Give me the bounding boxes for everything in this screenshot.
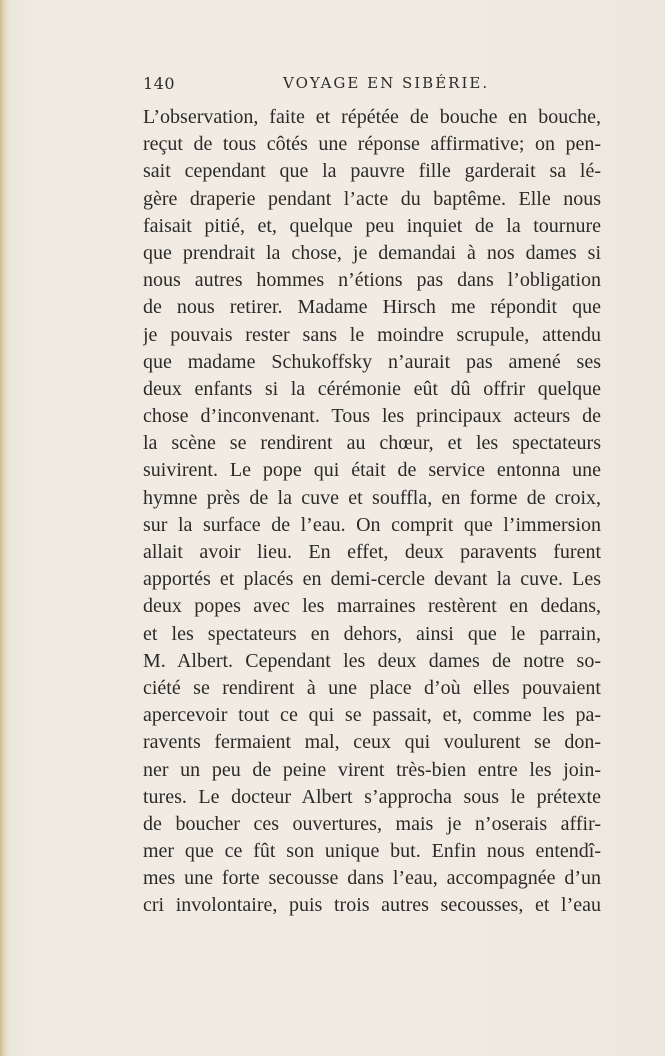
text-line: que madame Schukoffsky n’aurait pas amené ses — [143, 350, 601, 373]
page-header — [143, 74, 601, 98]
text-line: mes une forte secousse dans l’eau, accompagnée d’un — [143, 867, 601, 890]
text-line: apportés et placés en demi-cercle devant la cuve. Les — [143, 568, 601, 591]
text-line: de boucher ces ouvertures, mais je n’oserais affir- — [143, 812, 601, 835]
text-line: deux popes avec les marraines restèrent en dedans, — [143, 595, 601, 618]
text-line: que prendrait la chose, je demandai à nos dames si — [143, 241, 601, 264]
running-title: VOYAGE EN SIBÉRIE. — [283, 74, 490, 92]
text-line: M. Albert. Cependant les deux dames de notre so- — [143, 649, 601, 672]
text-line: allait avoir lieu. En effet, deux paravents furent — [143, 541, 601, 563]
body-text — [143, 104, 601, 920]
text-line: tures. Le docteur Albert s’approcha sous le prétexte — [143, 785, 601, 808]
text-line: suivirent. Le pope qui était de service entonna une — [143, 459, 601, 482]
text-line: gère draperie pendant l’acte du baptême. Elle nous — [143, 187, 601, 210]
text-line: ravents fermaient mal, ceux qui voulurent se don- — [143, 731, 601, 754]
text-line: chose d’inconvenant. Tous les principaux acteurs de — [143, 405, 601, 428]
text-line: L’observation, faite et répétée de bouche en bouche, — [143, 106, 601, 128]
text-line: faisait pitié, et, quelque peu inquiet de la tournure — [143, 214, 601, 237]
text-line: ner un peu de peine virent très-bien entre les join- — [143, 758, 601, 781]
text-line: apercevoir tout ce qui se passait, et, comme les pa- — [143, 704, 601, 727]
text-line: hymne près de la cuve et souffla, en forme de croix, — [143, 486, 601, 509]
text-line: reçut de tous côtés une réponse affirmative; on pen- — [143, 133, 601, 156]
text-line: deux enfants si la cérémonie eût dû offrir quelque — [143, 377, 601, 400]
text-line: ciété se rendirent à une place d’où elles pouvaient — [143, 676, 601, 699]
text-line: sait cependant que la pauvre fille garderait sa lé- — [143, 160, 601, 183]
text-line: cri involontaire, puis trois autres secousses, et l’eau — [143, 894, 601, 917]
text-line: et les spectateurs en dehors, ainsi que le parrain, — [143, 622, 601, 645]
text-line: je pouvais rester sans le moindre scrupule, attendu — [143, 323, 601, 346]
text-line: de nous retirer. Madame Hirsch me répondit que — [143, 296, 601, 319]
text-line: sur la surface de l’eau. On comprit que l’immersion — [143, 513, 601, 536]
page-binding-edge — [0, 0, 10, 1056]
page-number: 140 — [143, 74, 176, 93]
text-line: mer que ce fût son unique but. Enfin nous entendî- — [143, 840, 601, 863]
text-line: la scène se rendirent au chœur, et les spectateurs — [143, 432, 601, 455]
text-line: nous autres hommes n’étions pas dans l’obligation — [143, 269, 601, 292]
